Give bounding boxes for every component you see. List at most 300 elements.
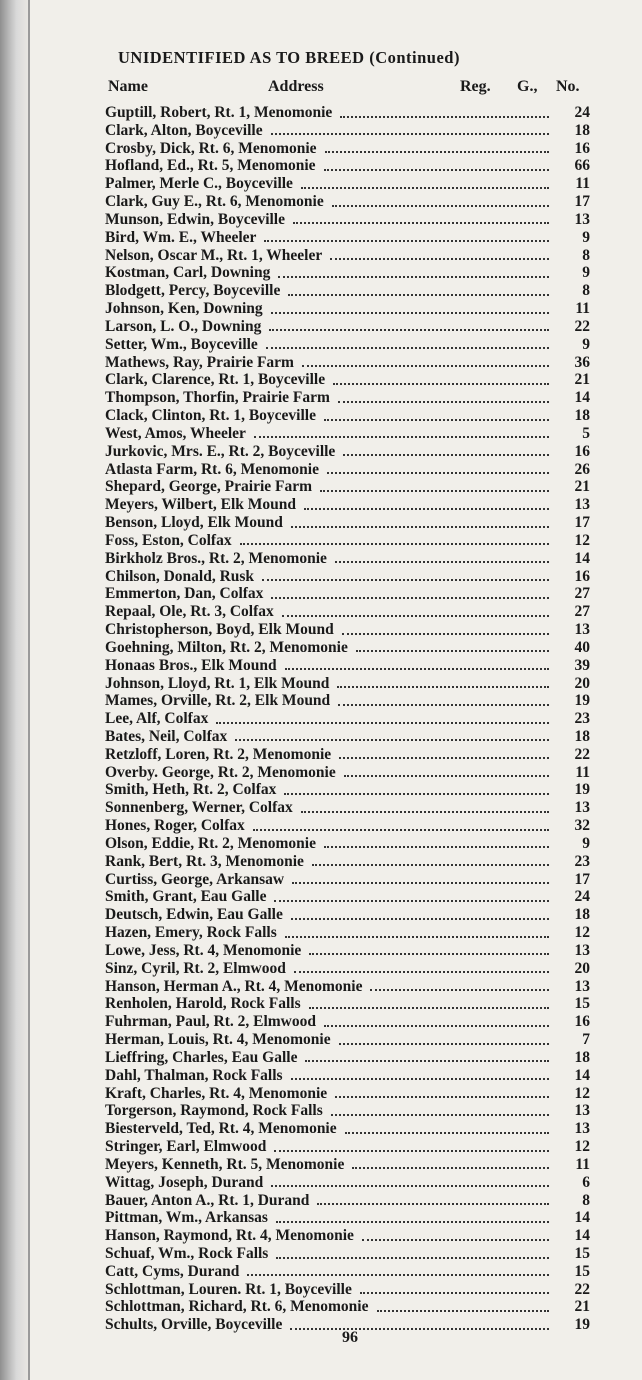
- entry-number: 16: [574, 1013, 590, 1031]
- table-row: [100, 157, 600, 175]
- entry-number: 18: [574, 1048, 590, 1066]
- entry-number: 12: [574, 531, 590, 549]
- table-row: [100, 229, 600, 247]
- entry-name-address: Palmer, Merle C., Boyceville: [105, 175, 293, 193]
- entry-name-address: Kraft, Charles, Rt. 4, Menomonie: [105, 1084, 328, 1102]
- entry-number: 22: [574, 1280, 590, 1298]
- leader-dots: [288, 294, 549, 296]
- entry-line: [105, 1013, 555, 1030]
- leader-dots: [285, 936, 549, 938]
- entry-line: [105, 211, 555, 228]
- table-row: [100, 175, 600, 193]
- entry-name-address: Crosby, Dick, Rt. 6, Menomonie: [105, 139, 317, 157]
- entry-line: [105, 568, 555, 585]
- leader-dots: [262, 579, 549, 581]
- entry-name-address: Smith, Heth, Rt. 2, Colfax: [105, 781, 277, 799]
- entry-line: [105, 264, 555, 281]
- table-row: [100, 211, 600, 229]
- entry-line: [105, 1156, 555, 1173]
- entry-number: 14: [574, 389, 590, 407]
- entry-number: 12: [574, 1084, 590, 1102]
- entry-number: 13: [574, 210, 590, 228]
- entry-line: [105, 1192, 555, 1209]
- entry-number: 11: [575, 1155, 590, 1173]
- table-row: [100, 888, 600, 906]
- table-row: [100, 585, 600, 603]
- entry-line: [105, 1120, 555, 1137]
- table-row: [100, 1192, 600, 1210]
- entry-number: 19: [574, 781, 590, 799]
- entry-name-address: Clack, Clinton, Rt. 1, Boyceville: [105, 407, 316, 425]
- column-name: Name: [108, 78, 148, 95]
- entry-number: 27: [574, 585, 590, 603]
- entry-name-address: Chilson, Donald, Rusk: [105, 567, 255, 585]
- entry-number: 13: [574, 941, 590, 959]
- leader-dots: [271, 597, 549, 599]
- entry-line: [105, 532, 555, 549]
- entry-number: 12: [574, 924, 590, 942]
- entry-name-address: Kostman, Carl, Downing: [105, 264, 271, 282]
- entry-number: 19: [574, 1316, 590, 1334]
- entry-name-address: Birkholz Bros., Rt. 2, Menomonie: [105, 549, 327, 567]
- leader-dots: [377, 1310, 550, 1312]
- leader-dots: [284, 793, 549, 795]
- leader-dots: [324, 169, 549, 171]
- entry-number: 8: [582, 246, 590, 264]
- column-g: G.,: [517, 78, 538, 95]
- table-row: [100, 336, 600, 354]
- leader-dots: [282, 615, 549, 617]
- leader-dots: [294, 971, 549, 973]
- leader-dots: [332, 205, 549, 207]
- entry-name-address: Schuaf, Wm., Rock Falls: [105, 1245, 269, 1262]
- table-row: [100, 692, 600, 710]
- entry-number: 32: [574, 817, 590, 835]
- entry-number: 8: [582, 1191, 590, 1209]
- entry-name-address: Stringer, Earl, Elmwood: [105, 1138, 267, 1156]
- entry-name-address: Smith, Grant, Eau Galle: [105, 888, 267, 906]
- table-row: [100, 443, 600, 461]
- leader-dots: [339, 757, 549, 759]
- table-row: [100, 1102, 600, 1120]
- table-row: [100, 407, 600, 425]
- entry-line: [105, 461, 555, 478]
- table-row: [100, 1013, 600, 1031]
- entry-name-address: Sonnenberg, Werner, Colfax: [105, 799, 293, 817]
- entry-number: 21: [574, 1298, 590, 1316]
- entry-number: 23: [574, 710, 590, 728]
- entry-line: [105, 193, 555, 210]
- leader-dots: [271, 312, 549, 314]
- entry-name-address: Meyers, Wilbert, Elk Mound: [105, 496, 297, 514]
- section-title: UNIDENTIFIED AS TO BREED (Continued): [118, 48, 460, 67]
- leader-dots: [247, 1274, 549, 1276]
- entry-line: [105, 282, 555, 299]
- leader-dots: [338, 704, 549, 706]
- entry-line: [105, 942, 555, 959]
- leader-dots: [291, 918, 549, 920]
- table-row: [100, 781, 600, 799]
- table-row: [100, 282, 600, 300]
- entry-number: 13: [574, 1102, 590, 1120]
- leader-dots: [278, 276, 549, 278]
- entry-line: [105, 871, 555, 888]
- entry-number: 27: [574, 603, 590, 621]
- table-row: [100, 942, 600, 960]
- leader-dots: [274, 1150, 549, 1152]
- table-row: [100, 354, 600, 372]
- entry-name-address: Pittman, Wm., Arkansas: [105, 1209, 268, 1227]
- entry-name-address: Bird, Wm. E., Wheeler: [105, 228, 257, 246]
- leader-dots: [320, 490, 549, 492]
- table-row: [100, 122, 600, 140]
- entry-name-address: Benson, Lloyd, Elk Mound: [105, 514, 283, 532]
- entry-number: 18: [574, 407, 590, 425]
- entry-number: 18: [574, 727, 590, 745]
- entry-name-address: Lieffring, Charles, Eau Galle: [105, 1048, 298, 1066]
- table-row: [100, 371, 600, 389]
- entry-number: 26: [574, 460, 590, 478]
- entry-line: [105, 175, 555, 192]
- entry-name-address: Schlottman, Louren. Rt. 1, Boyceville: [105, 1280, 352, 1298]
- entry-name-address: Overby. George, Rt. 2, Menomonie: [105, 763, 336, 781]
- leader-dots: [274, 900, 549, 902]
- entry-number: 11: [575, 763, 590, 781]
- entry-number: 36: [574, 353, 590, 371]
- entry-name-address: Jurkovic, Mrs. E., Rt. 2, Boyceville: [105, 442, 336, 460]
- entry-name-address: Christopherson, Boyd, Elk Mound: [105, 621, 334, 639]
- table-row: [100, 140, 600, 158]
- leader-dots: [309, 953, 549, 955]
- entry-name-address: Clark, Guy E., Rt. 6, Menomonie: [105, 193, 324, 211]
- entry-line: [105, 853, 555, 870]
- leader-dots: [235, 739, 549, 741]
- entry-number: 17: [574, 193, 590, 211]
- leader-dots: [312, 864, 549, 866]
- entry-line: [105, 1049, 555, 1066]
- table-row: [100, 978, 600, 996]
- entry-name-address: Schults, Orville, Boyceville: [105, 1316, 283, 1334]
- entry-line: [105, 318, 555, 335]
- entry-line: [105, 1085, 555, 1102]
- entry-number: 19: [574, 692, 590, 710]
- entry-name-address: Olson, Eddie, Rt. 2, Menomonie: [105, 834, 316, 852]
- entry-line: [105, 799, 555, 816]
- entry-line: [105, 764, 555, 781]
- entry-line: [105, 1263, 555, 1280]
- table-row: [100, 1049, 600, 1067]
- table-row: [100, 1298, 600, 1316]
- entry-number: 13: [574, 496, 590, 514]
- entry-number: 24: [574, 104, 590, 121]
- table-row: [100, 425, 600, 443]
- entry-number: 16: [574, 442, 590, 460]
- leader-dots: [266, 347, 549, 349]
- entry-line: [105, 585, 555, 602]
- entry-name-address: Thompson, Thorfin, Prairie Farm: [105, 389, 330, 407]
- entry-number: 22: [574, 317, 590, 335]
- entry-number: 17: [574, 870, 590, 888]
- column-no: No.: [556, 78, 580, 95]
- leader-dots: [305, 1060, 549, 1062]
- entry-line: [105, 781, 555, 798]
- entry-number: 13: [574, 977, 590, 995]
- table-row: [100, 746, 600, 764]
- table-row: [100, 675, 600, 693]
- entry-name-address: Hanson, Raymond, Rt. 4, Menomonie: [105, 1227, 354, 1245]
- entry-name-address: Setter, Wm., Boyceville: [105, 335, 258, 353]
- leader-dots: [253, 829, 549, 831]
- table-row: [100, 710, 600, 728]
- leader-dots: [343, 454, 549, 456]
- table-row: [100, 1085, 600, 1103]
- entry-number: 21: [574, 371, 590, 389]
- leader-dots: [360, 1292, 549, 1294]
- entry-number: 17: [574, 514, 590, 532]
- entry-line: [105, 229, 555, 246]
- entry-name-address: Hofland, Ed., Rt. 5, Menomonie: [105, 157, 316, 175]
- entry-number: 5: [582, 424, 590, 442]
- entry-line: [105, 710, 555, 727]
- entry-line: [105, 1174, 555, 1191]
- leader-dots: [271, 133, 549, 135]
- entry-number: 16: [574, 567, 590, 585]
- entry-line: [105, 371, 555, 388]
- entry-number: 23: [574, 852, 590, 870]
- entry-name-address: Mames, Orville, Rt. 2, Elk Mound: [105, 692, 331, 710]
- entry-name-address: Sinz, Cyril, Rt. 2, Elmwood: [105, 959, 286, 977]
- leader-dots: [370, 989, 549, 991]
- table-row: [100, 835, 600, 853]
- entry-line: [105, 621, 555, 638]
- entry-name-address: Honaas Bros., Elk Mound: [105, 656, 277, 674]
- table-row: [100, 1138, 600, 1156]
- entry-line: [105, 496, 555, 513]
- entry-name-address: Foss, Eston, Colfax: [105, 531, 232, 549]
- leader-dots: [335, 561, 549, 563]
- entry-number: 6: [582, 1173, 590, 1191]
- leader-dots: [216, 722, 549, 724]
- entry-number: 9: [582, 335, 590, 353]
- entry-number: 11: [575, 300, 590, 318]
- table-row: [100, 1031, 600, 1049]
- entry-number: 24: [574, 888, 590, 906]
- leader-dots: [301, 811, 549, 813]
- table-row: [100, 906, 600, 924]
- entry-line: [105, 960, 555, 977]
- leader-dots: [302, 365, 549, 367]
- entry-number: 9: [582, 228, 590, 246]
- leader-dots: [362, 1239, 549, 1241]
- entry-number: 18: [574, 121, 590, 139]
- table-row: [100, 532, 600, 550]
- table-row: [100, 193, 600, 211]
- leader-dots: [356, 650, 549, 652]
- entry-line: [105, 1067, 555, 1084]
- entry-line: [105, 247, 555, 264]
- leader-dots: [292, 882, 549, 884]
- entry-name-address: Rank, Bert, Rt. 3, Menomonie: [105, 852, 304, 870]
- leader-dots: [335, 1096, 549, 1098]
- table-row: [100, 300, 600, 318]
- entry-line: [105, 122, 555, 139]
- entry-name-address: Hanson, Herman A., Rt. 4, Menomonie: [105, 977, 363, 995]
- entry-number: 18: [574, 906, 590, 924]
- table-row: [100, 603, 600, 621]
- leader-dots: [340, 116, 549, 118]
- entry-line: [105, 443, 555, 460]
- entry-name-address: Biesterveld, Ted, Rt. 4, Menomonie: [105, 1120, 337, 1138]
- leader-dots: [317, 1203, 549, 1205]
- entry-line: [105, 924, 555, 941]
- table-row: [100, 264, 600, 282]
- table-row: [100, 478, 600, 496]
- table-row: [100, 1245, 600, 1263]
- entry-number: 14: [574, 1209, 590, 1227]
- entry-name-address: Johnson, Lloyd, Rt. 1, Elk Mound: [105, 674, 330, 692]
- entry-number: 11: [575, 175, 590, 193]
- leader-dots: [342, 633, 549, 635]
- entry-name-address: Lee, Alf, Colfax: [105, 710, 209, 728]
- entry-line: [105, 1102, 555, 1119]
- entry-line: [105, 1245, 555, 1262]
- table-row: [100, 871, 600, 889]
- entry-number: 15: [574, 1245, 590, 1262]
- entry-name-address: Deutsch, Edwin, Eau Galle: [105, 906, 283, 924]
- entry-number: 20: [574, 674, 590, 692]
- entry-name-address: Bates, Neil, Colfax: [105, 727, 228, 745]
- entry-number: 40: [574, 638, 590, 656]
- table-row: [100, 1067, 600, 1085]
- leader-dots: [304, 508, 549, 510]
- entry-name-address: Bauer, Anton A., Rt. 1, Durand: [105, 1191, 310, 1209]
- entry-number: 13: [574, 799, 590, 817]
- entry-line: [105, 906, 555, 923]
- leader-dots: [324, 419, 549, 421]
- entry-line: [105, 1298, 555, 1315]
- entry-line: [105, 888, 555, 905]
- entry-line: [105, 157, 555, 174]
- entry-number: 15: [574, 1262, 590, 1280]
- column-header: [100, 78, 600, 100]
- table-row: [100, 1156, 600, 1174]
- entry-name-address: Repaal, Ole, Rt. 3, Colfax: [105, 603, 274, 621]
- leader-dots: [309, 1007, 549, 1009]
- entry-number: 7: [582, 1031, 590, 1049]
- leader-dots: [285, 668, 549, 670]
- entry-name-address: Clark, Clarence, Rt. 1, Boyceville: [105, 371, 326, 389]
- table-row: [100, 568, 600, 586]
- table-row: [100, 853, 600, 871]
- entry-number: 15: [574, 995, 590, 1013]
- entry-name-address: Renholen, Harold, Rock Falls: [105, 995, 301, 1013]
- entry-line: [105, 746, 555, 763]
- entry-name-address: Emmerton, Dan, Colfax: [105, 585, 264, 603]
- entry-line: [105, 407, 555, 424]
- entry-line: [105, 140, 555, 157]
- entry-number: 9: [582, 834, 590, 852]
- entry-line: [105, 639, 555, 656]
- leader-dots: [330, 258, 549, 260]
- entry-number: 14: [574, 1227, 590, 1245]
- entry-line: [105, 104, 555, 121]
- table-row: [100, 657, 600, 675]
- entry-line: [105, 514, 555, 531]
- entry-line: [105, 354, 555, 371]
- entry-number: 20: [574, 959, 590, 977]
- table-row: [100, 1281, 600, 1299]
- leader-dots: [301, 187, 549, 189]
- page-binding-edge: [0, 0, 30, 1380]
- entry-line: [105, 1227, 555, 1244]
- entry-number: 16: [574, 139, 590, 157]
- table-row: [100, 1120, 600, 1138]
- table-row: [100, 960, 600, 978]
- entry-name-address: Fuhrman, Paul, Rt. 2, Elmwood: [105, 1013, 316, 1031]
- table-row: [100, 1174, 600, 1192]
- entry-name-address: Meyers, Kenneth, Rt. 5, Menomonie: [105, 1155, 345, 1173]
- entry-name-address: Johnson, Ken, Downing: [105, 300, 263, 318]
- leader-dots: [345, 1132, 549, 1134]
- entry-name-address: Dahl, Thalman, Rock Falls: [105, 1066, 283, 1084]
- table-row: [100, 496, 600, 514]
- leader-dots: [327, 472, 549, 474]
- table-row: [100, 1227, 600, 1245]
- leader-dots: [240, 543, 549, 545]
- entry-name-address: Torgerson, Raymond, Rock Falls: [105, 1102, 323, 1120]
- leader-dots: [324, 846, 549, 848]
- entry-line: [105, 1281, 555, 1298]
- table-row: [100, 1263, 600, 1281]
- column-reg: Reg.: [460, 78, 491, 95]
- leader-dots: [337, 686, 549, 688]
- entry-name-address: Goehning, Milton, Rt. 2, Menomonie: [105, 638, 348, 656]
- leader-dots: [276, 1257, 549, 1259]
- leader-dots: [331, 1114, 549, 1116]
- table-row: [100, 764, 600, 782]
- entry-line: [105, 817, 555, 834]
- entry-number: 21: [574, 478, 590, 496]
- entry-name-address: Herman, Louis, Rt. 4, Menomonie: [105, 1031, 331, 1049]
- entry-line: [105, 603, 555, 620]
- entry-name-address: Blodgett, Percy, Boyceville: [105, 282, 281, 300]
- leader-dots: [264, 240, 549, 242]
- entry-name-address: Mathews, Ray, Prairie Farm: [105, 353, 294, 371]
- leader-dots: [271, 1185, 549, 1187]
- entry-name-address: Larson, L. O., Downing: [105, 317, 262, 335]
- table-row: [100, 728, 600, 746]
- entry-name-address: Retzloff, Loren, Rt. 2, Menomonie: [105, 745, 332, 763]
- table-row: [100, 799, 600, 817]
- table-row: [100, 104, 600, 122]
- table-row: [100, 318, 600, 336]
- entry-number: 14: [574, 549, 590, 567]
- leader-dots: [339, 1043, 549, 1045]
- table-row: [100, 389, 600, 407]
- table-row: [100, 461, 600, 479]
- entry-line: [105, 300, 555, 317]
- entry-name-address: Schlottman, Richard, Rt. 6, Menomonie: [105, 1298, 369, 1316]
- leader-dots: [291, 526, 549, 528]
- entry-number: 9: [582, 264, 590, 282]
- entry-line: [105, 1209, 555, 1226]
- leader-dots: [276, 1221, 549, 1223]
- entry-line: [105, 336, 555, 353]
- entry-line: [105, 657, 555, 674]
- entry-name-address: Curtiss, George, Arkansaw: [105, 870, 285, 888]
- leader-dots: [254, 436, 549, 438]
- entry-number: 39: [574, 656, 590, 674]
